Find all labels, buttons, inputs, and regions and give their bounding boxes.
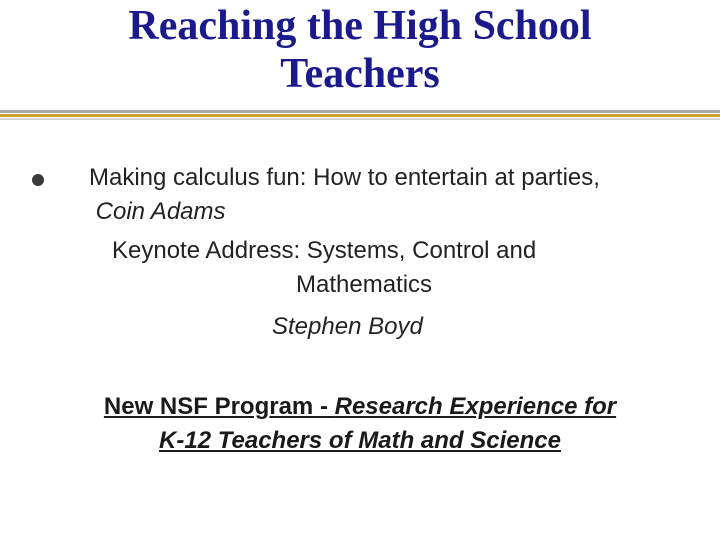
- bullet-text: [89, 161, 649, 229]
- title-line-2: Teachers: [280, 51, 440, 97]
- keynote-speaker: Stephen Boyd: [272, 313, 423, 340]
- keynote-line-1: Keynote Address: Systems, Control and: [112, 237, 537, 264]
- program-link[interactable]: [0, 390, 720, 458]
- program-title-line-2: K-12 Teachers of Math and Science: [159, 427, 561, 454]
- title-line-1: Reaching the High School: [128, 3, 592, 49]
- title-divider-light: [0, 118, 720, 120]
- slide-title: [0, 2, 720, 98]
- program-title-line-1: Research Experience for: [334, 393, 617, 420]
- title-divider-gray: [0, 110, 720, 113]
- keynote-line-2: Mathematics: [296, 271, 433, 298]
- bullet-author: Coin Adams: [95, 198, 226, 225]
- program-prefix: New NSF Program -: [103, 393, 335, 420]
- program-block: [0, 390, 720, 458]
- bullet-talk-title: Making calculus fun: How to entertain at parties,: [89, 164, 600, 191]
- title-divider-gold: [0, 114, 720, 117]
- bullet-dot-icon: [32, 174, 44, 186]
